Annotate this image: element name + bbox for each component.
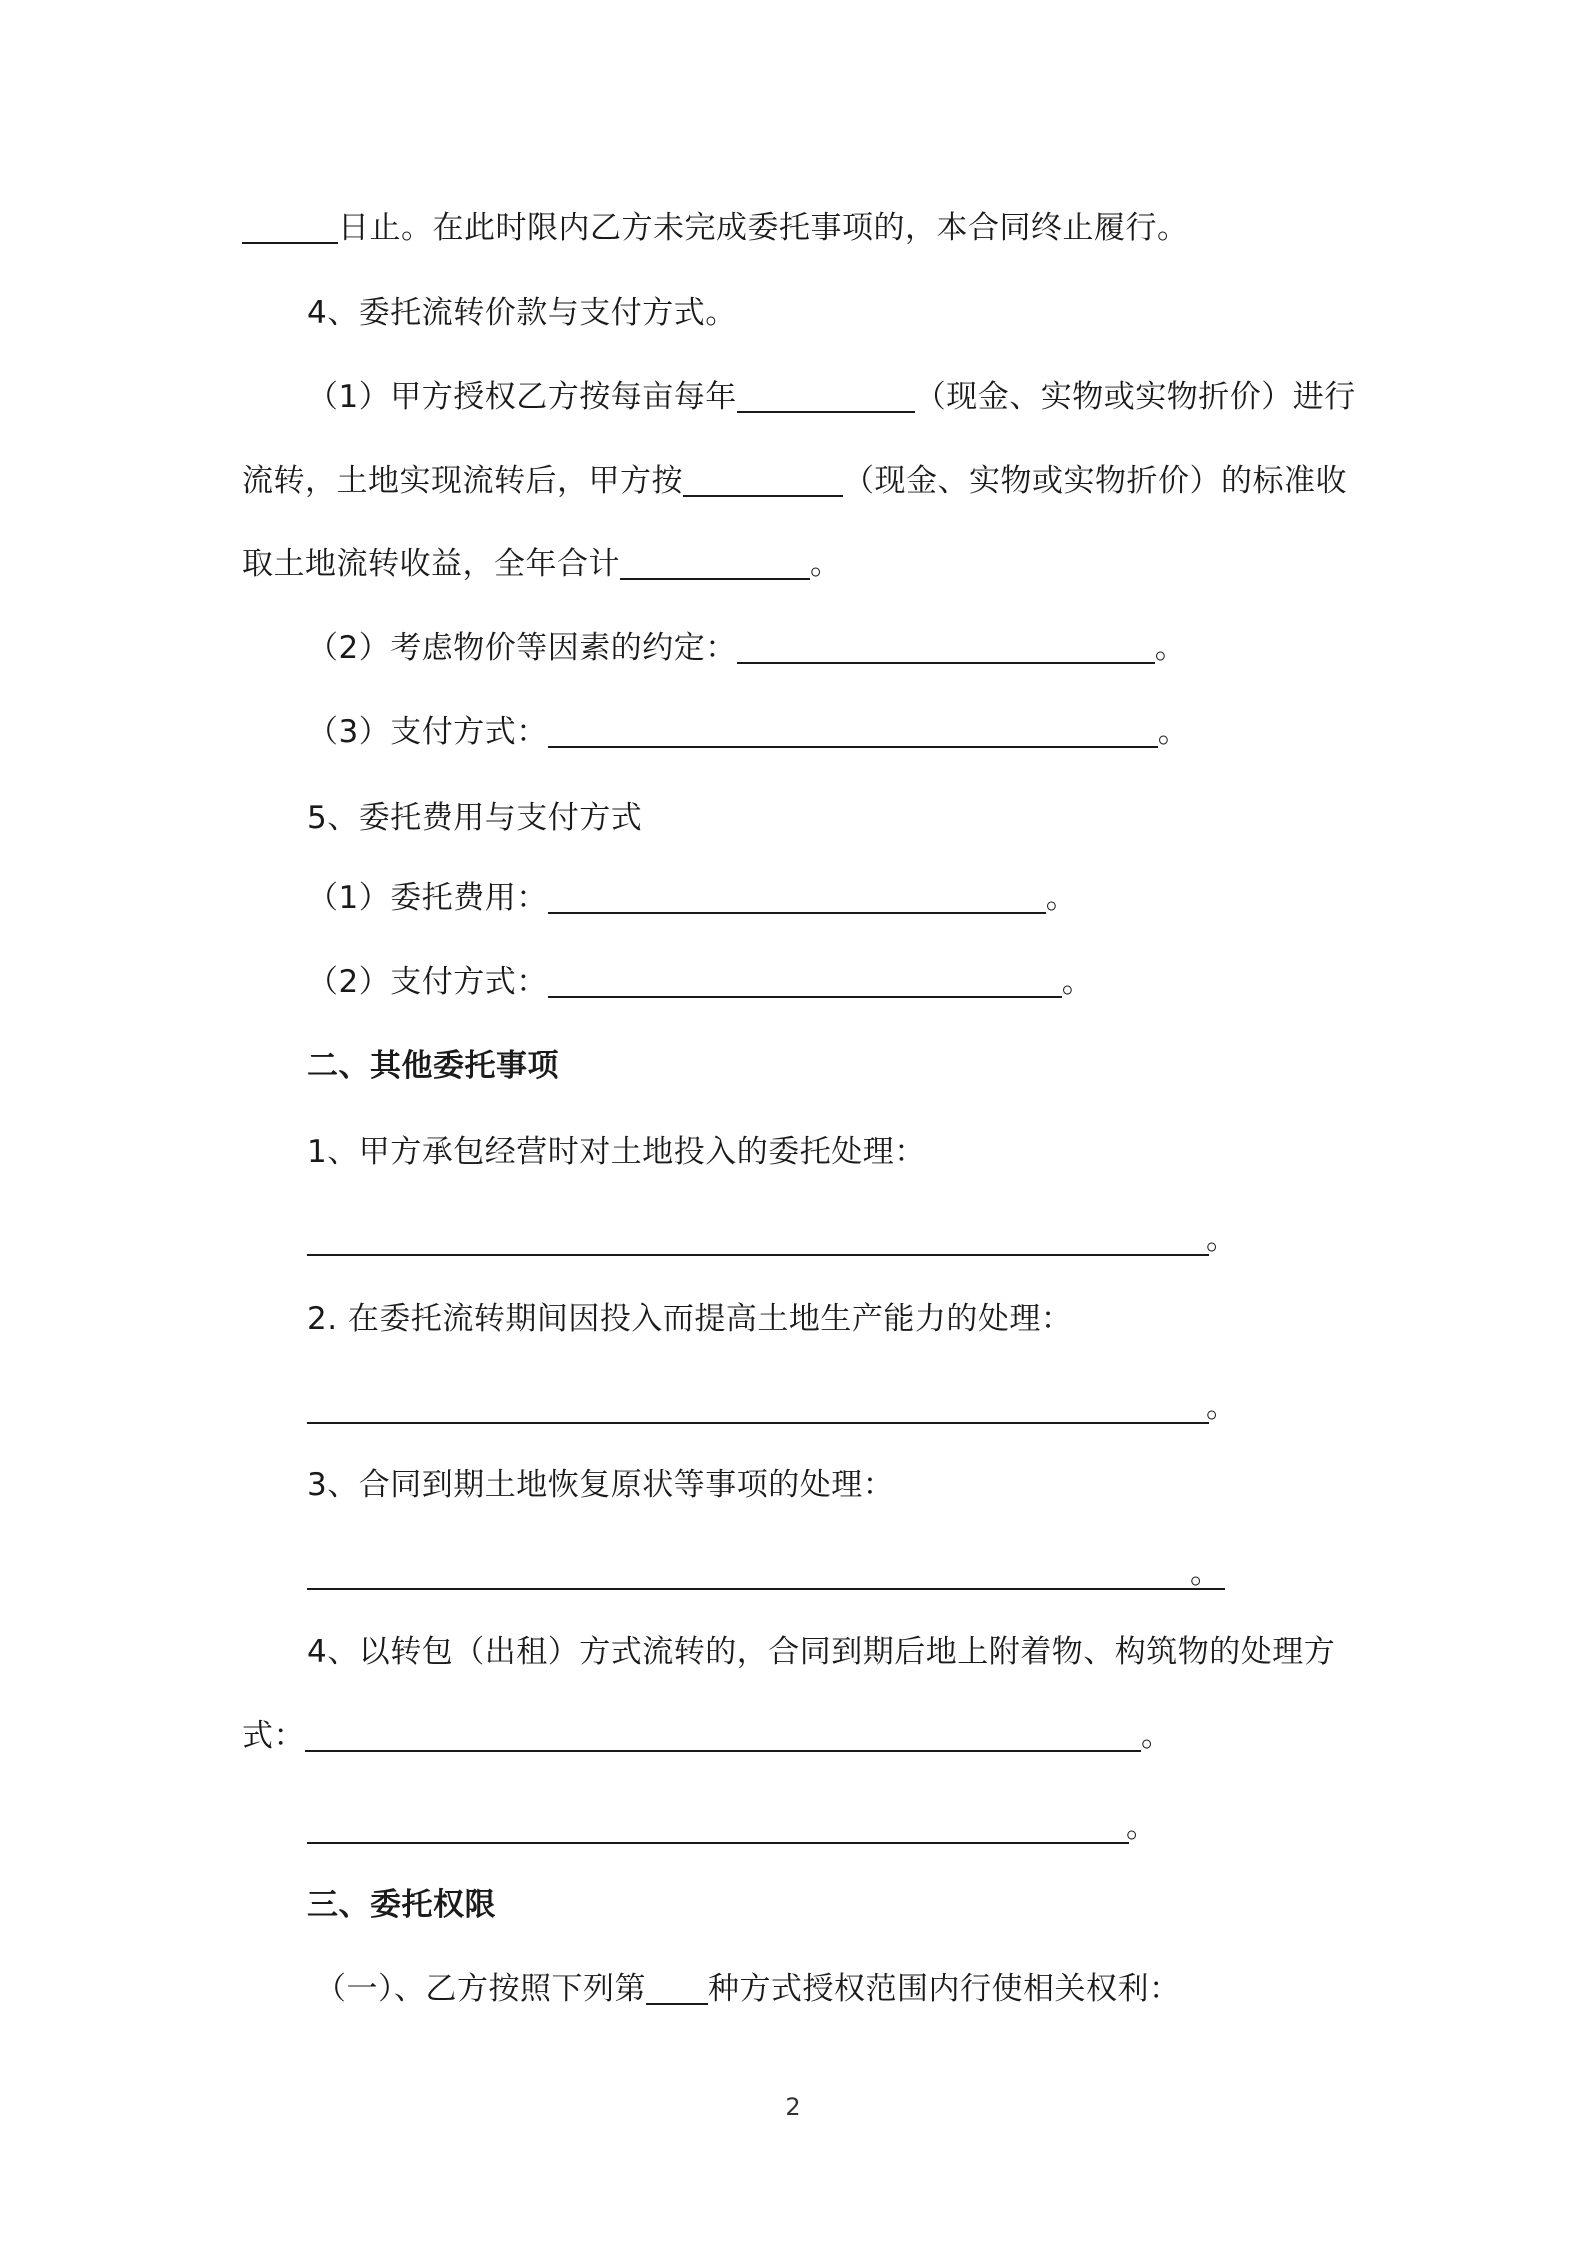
clause-text: 日止。在此时限内乙方未完成委托事项的，本合同终止履行。 bbox=[338, 210, 1189, 246]
payment-method-blank-1[interactable] bbox=[548, 716, 1158, 748]
clause-text: 。 bbox=[1061, 964, 1094, 1000]
period-mark: 。 bbox=[1126, 1809, 1157, 1845]
section-two-heading bbox=[307, 1045, 559, 1087]
income-standard-blank[interactable] bbox=[683, 465, 843, 497]
other-item-3 bbox=[307, 1464, 894, 1506]
clause-5-1 bbox=[307, 877, 1077, 919]
price-factor-blank[interactable] bbox=[737, 632, 1155, 664]
payment-method-blank-2[interactable] bbox=[548, 966, 1062, 998]
authority-option-blank[interactable] bbox=[646, 1973, 708, 2005]
clause-text: （现金、实物或实物折价）进行 bbox=[914, 379, 1356, 415]
clause-4-2 bbox=[307, 627, 1186, 669]
section-5-heading bbox=[307, 797, 642, 839]
clause-text: 3、合同到期土地恢复原状等事项的处理： bbox=[307, 1467, 895, 1503]
clause-text: 1、甲方承包经营时对土地投入的委托处理： bbox=[307, 1134, 926, 1170]
price-per-mu-blank[interactable] bbox=[737, 381, 915, 413]
other-item-4-line-2 bbox=[242, 1715, 1173, 1757]
clause-5-2 bbox=[307, 961, 1093, 1003]
clause-text: 4、以转包（出租）方式流转的，合同到期后地上附着物、构筑物的处理方 bbox=[307, 1634, 1336, 1670]
other-item-3-blank[interactable] bbox=[307, 1588, 1225, 1590]
other-item-1 bbox=[307, 1131, 926, 1173]
other-item-4-line-1 bbox=[307, 1631, 1335, 1673]
clause-4-3 bbox=[307, 711, 1189, 753]
other-item-2-blank[interactable] bbox=[307, 1422, 1209, 1424]
section-three-heading bbox=[307, 1884, 496, 1926]
section-5-title: 5、委托费用与支付方式 bbox=[307, 800, 643, 836]
clause-text: 2. 在委托流转期间因投入而提高土地生产能力的处理： bbox=[307, 1301, 1073, 1337]
clause-4-1-line-2 bbox=[242, 460, 1347, 502]
clause-text: （3）支付方式： bbox=[307, 714, 548, 750]
clause-4-1-line-3 bbox=[242, 543, 842, 585]
commission-fee-blank[interactable] bbox=[548, 882, 1046, 914]
authority-clause-1 bbox=[315, 1968, 1181, 2010]
clause-text: 取土地流转收益，全年合计 bbox=[242, 546, 620, 582]
clause-text: （2）支付方式： bbox=[307, 964, 548, 1000]
clause-text: 。 bbox=[810, 546, 842, 582]
period-mark: 。 bbox=[1206, 1221, 1237, 1257]
section-4-heading bbox=[307, 292, 737, 334]
period-mark: 。 bbox=[1190, 1555, 1221, 1591]
period-mark: 。 bbox=[1206, 1389, 1237, 1425]
end-date-blank[interactable] bbox=[242, 212, 338, 244]
section-4-title: 4、委托流转价款与支付方式。 bbox=[307, 295, 737, 331]
attachment-handling-blank-2[interactable] bbox=[307, 1842, 1129, 1844]
page-number: 2 bbox=[785, 2093, 801, 2121]
annual-total-blank[interactable] bbox=[620, 548, 810, 580]
clause-text: （2）考虑物价等因素的约定： bbox=[307, 630, 737, 666]
clause-text: 式： bbox=[242, 1718, 305, 1754]
other-item-1-blank[interactable] bbox=[307, 1254, 1209, 1256]
attachment-handling-blank-1[interactable] bbox=[305, 1720, 1141, 1752]
clause-text: 。 bbox=[1141, 1718, 1173, 1754]
clause-text: （一）、乙方按照下列第 bbox=[315, 1971, 646, 2007]
clause-text: （1）委托费用： bbox=[307, 880, 548, 916]
clause-text: 种方式授权范围内行使相关权利： bbox=[708, 1971, 1181, 2007]
clause-text: 。 bbox=[1157, 714, 1190, 750]
clause-text: （1）甲方授权乙方按每亩每年 bbox=[307, 379, 737, 415]
clause-text: 流转，土地实现流转后，甲方按 bbox=[242, 463, 683, 499]
other-item-2 bbox=[307, 1298, 1072, 1340]
section-three-title: 三、委托权限 bbox=[307, 1887, 496, 1923]
clause-text: 。 bbox=[1154, 630, 1187, 666]
clause-4-1-line-1 bbox=[307, 376, 1356, 418]
clause-line-1 bbox=[242, 207, 1189, 249]
clause-text: （现金、实物或实物折价）的标准收 bbox=[843, 463, 1347, 499]
section-two-title: 二、其他委托事项 bbox=[307, 1048, 559, 1084]
clause-text: 。 bbox=[1045, 880, 1078, 916]
